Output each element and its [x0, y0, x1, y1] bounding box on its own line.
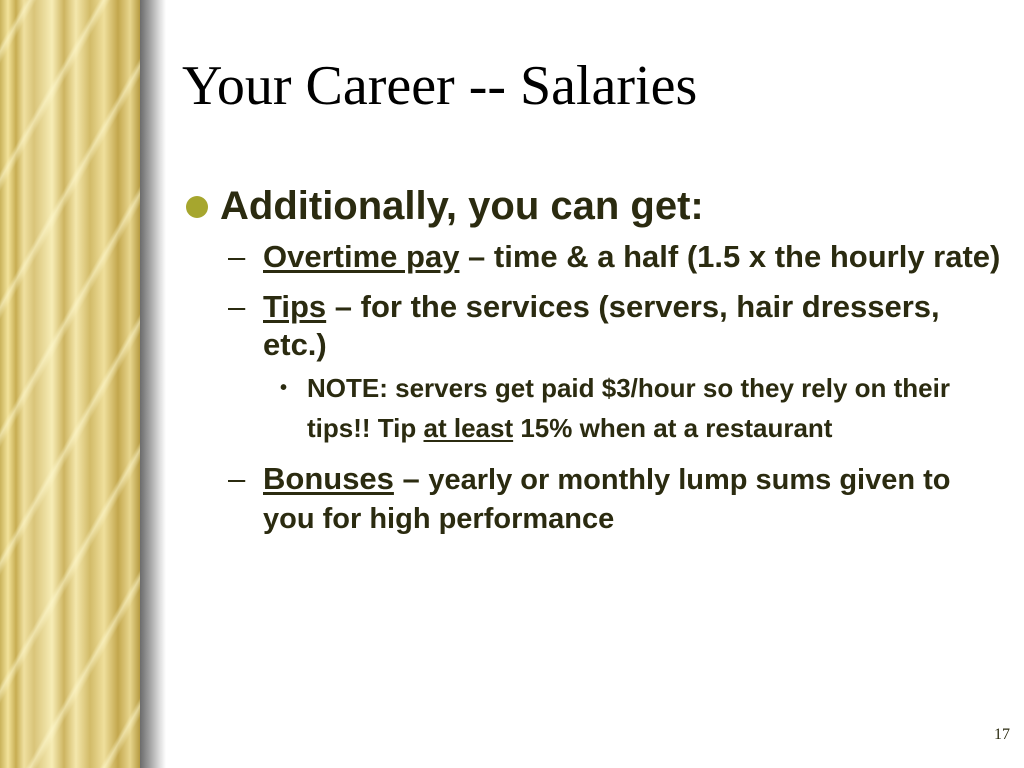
overtime-description: – time & a half (1.5 x the hourly rate) — [459, 239, 1001, 274]
sub-item-overtime — [180, 238, 1010, 276]
dash-icon: – — [228, 289, 246, 324]
dash-icon: – — [228, 461, 246, 496]
note-emphasis: at least — [423, 413, 514, 443]
tips-description: – for the services (servers, hair dressers, etc.) — [263, 289, 940, 362]
term-overtime-pay: Overtime pay — [263, 239, 460, 274]
sub-item-bonuses — [180, 460, 1010, 538]
page-number: 17 — [994, 726, 1010, 743]
bonuses-description: yearly or monthly lump sums given to you for high performance — [263, 464, 951, 535]
sub-item-tips — [180, 288, 1010, 364]
tips-note — [180, 368, 1010, 448]
slide-body — [180, 182, 1010, 538]
term-bonuses: Bonuses — [263, 461, 394, 496]
decorative-gold-column — [0, 0, 140, 768]
bullet-main-text: Additionally, you can get: — [220, 184, 704, 228]
slide-title: Your Career -- Salaries — [182, 55, 698, 117]
dash-icon: – — [228, 239, 246, 274]
round-bullet-icon — [186, 196, 208, 218]
column-shadow — [140, 0, 166, 768]
term-tips: Tips — [263, 289, 327, 324]
bonuses-separator: – — [393, 461, 429, 496]
dot-bullet-icon: • — [280, 377, 288, 399]
note-text-end: 15% when at a restaurant — [513, 413, 833, 443]
note-text-start: NOTE: servers get paid $3/hour so they rely on their tips!! Tip — [307, 373, 950, 443]
bullet-main — [180, 182, 1010, 230]
